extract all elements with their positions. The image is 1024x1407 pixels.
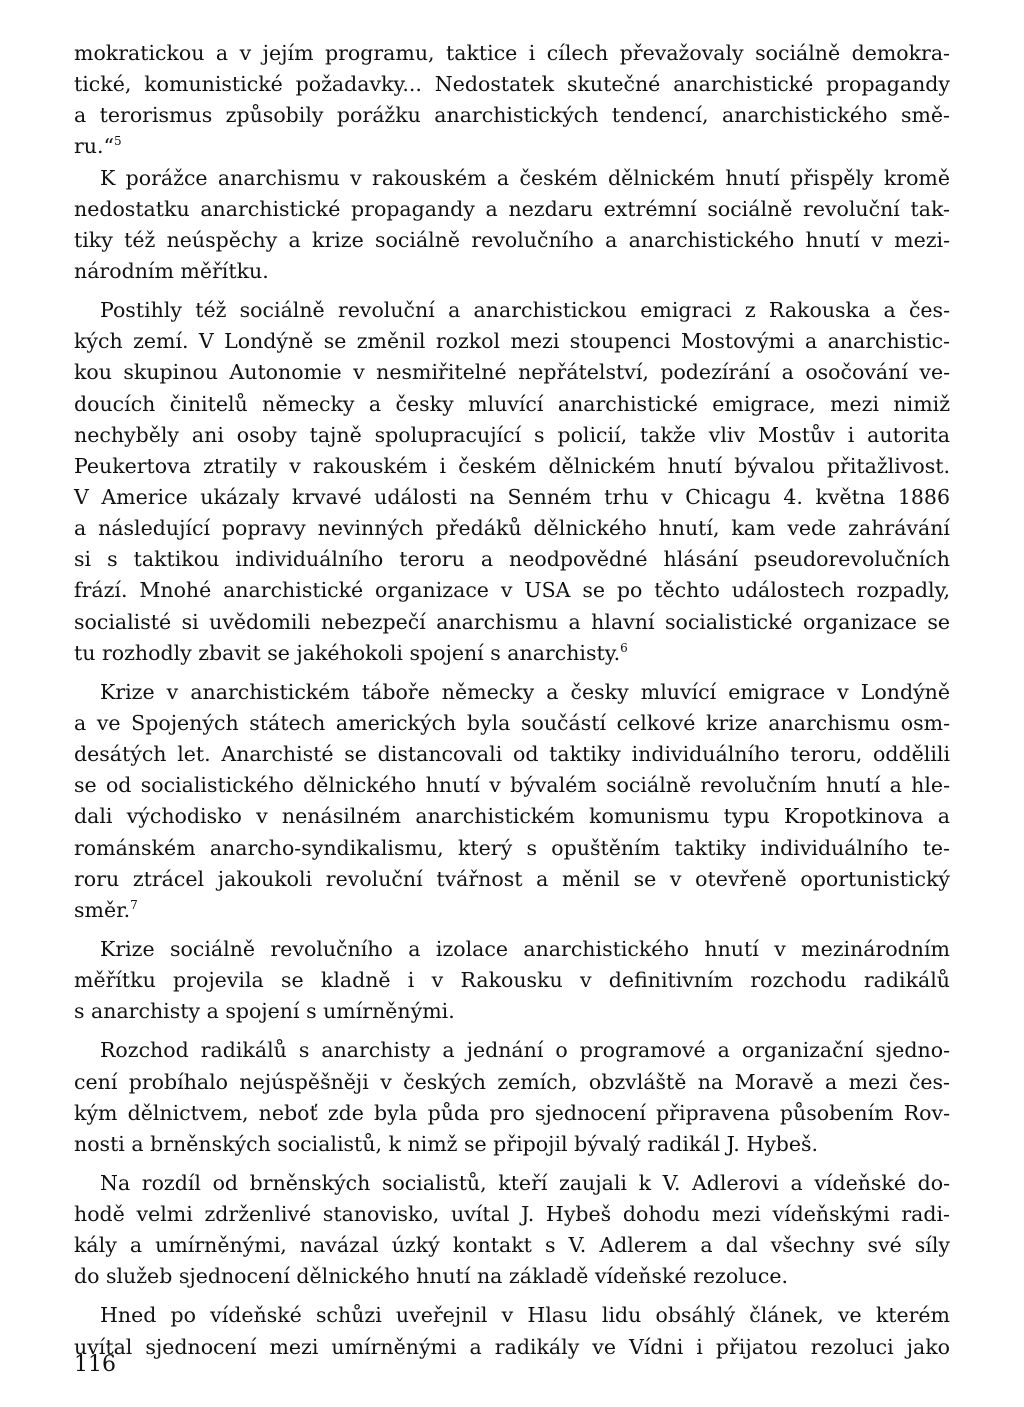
paragraph xyxy=(74,677,950,926)
text-line: Peukertova ztratily v rakouském i českém dělnickém hnutí bývalou přitažlivost. xyxy=(74,453,950,478)
text-line-end xyxy=(74,638,950,669)
text-line-end xyxy=(74,895,950,926)
text-line: mokratickou a v jejím programu, taktice i cílech převažovaly sociálně demokra- xyxy=(74,41,950,65)
text-line: Hned po vídeňské schůzi uveřejnil v Hlasu lidu obsáhlý článek, ve kterém xyxy=(100,1303,950,1328)
text-line: si s taktikou individuálního teroru a neodpovědné hlásání pseudorevolučních xyxy=(74,547,950,572)
text-line: tiky též neúspěchy a krize sociálně revolučního a anarchistického hnutí v mezi- xyxy=(74,227,950,252)
text-line: do služeb sjednocení dělnického hnutí na základě vídeňské rezoluce. xyxy=(74,1264,789,1289)
text-line: kou skupinou Autonomie v nesmiřitelné nepřátelství, podezírání a osočování ve- xyxy=(74,360,950,385)
text-line: cení probíhalo nejúspěšněji v českých zemích, obzvláště na Moravě a mezi čes- xyxy=(74,1069,950,1094)
paragraph xyxy=(74,163,950,288)
footnote-marker: 5 xyxy=(114,134,122,149)
text-line: kým dělnictvem, neboť zde byla půda pro sjednocení připravena působením Rov- xyxy=(74,1100,950,1125)
footnote-marker: 6 xyxy=(620,640,628,655)
text-line: frází. Mnohé anarchistické organizace v USA se po těchto událostech rozpadly, xyxy=(74,578,950,603)
paragraph-gap xyxy=(74,1027,950,1035)
paragraph xyxy=(74,1035,950,1160)
text-line: měřítku projevila se kladně i v Rakousku v definitivním rozchodu radikálů xyxy=(74,968,950,993)
text-line: Rozchod radikálů s anarchisty a jednání o programové a organizační sjedno- xyxy=(100,1038,950,1063)
text-line: hodě velmi zdrženlivé stanovisko, uvítal J. Hybeš dohodu mezi vídeňskými radi- xyxy=(74,1202,950,1227)
paragraph xyxy=(74,934,950,1027)
text-line: tické, komunistické požadavky... Nedostatek skutečné anarchistické propagandy xyxy=(74,72,950,97)
paragraph-gap xyxy=(74,1292,950,1300)
text-line: se od socialistického dělnického hnutí v bývalém sociálně revolučním hnutí a hle- xyxy=(74,773,950,798)
text-line: Postihly též sociálně revoluční a anarchistickou emigraci z Rakouska a čes- xyxy=(100,298,950,323)
text-fragment: směr. xyxy=(74,897,131,922)
footnote-marker: 7 xyxy=(130,897,138,912)
text-line: doucích činitelů německy a česky mluvící anarchistické emigrace, mezi nimiž xyxy=(74,391,950,416)
paragraph xyxy=(74,1168,950,1293)
text-line: K porážce anarchismu v rakouském a českém dělnickém hnutí přispěly kromě xyxy=(100,165,950,190)
paragraph-gap xyxy=(74,669,950,677)
text-line-end xyxy=(74,131,950,162)
paragraph xyxy=(74,38,950,163)
text-line: nosti a brněnských socialistů, k nimž se připojil bývalý radikál J. Hybeš. xyxy=(74,1131,819,1156)
text-line: nedostatku anarchistické propagandy a nezdaru extrémní sociálně revoluční tak- xyxy=(74,196,950,221)
text-line: románském anarcho-syndikalismu, který s opuštěním taktiky individuálního te- xyxy=(74,835,950,860)
text-line: a následující popravy nevinných předáků dělnického hnutí, kam vede zahrávání xyxy=(74,516,950,541)
page-number: 116 xyxy=(74,1352,116,1377)
paragraph-gap xyxy=(74,1160,950,1168)
text-line: kých zemí. V Londýně se změnil rozkol mezi stoupenci Mostovými a anarchistic- xyxy=(74,329,950,354)
text-line: kály a umírněnými, navázal úzký kontakt s V. Adlerem a dal všechny své síly xyxy=(74,1233,950,1258)
text-line: a terorismus způsobily porážku anarchistických tendencí, anarchistického smě- xyxy=(74,103,950,128)
text-fragment: tu rozhodly zbavit se jakéhokoli spojení s anarchisty. xyxy=(74,640,621,665)
text-line: desátých let. Anarchisté se distancovali od taktiky individuálního teroru, oddělili xyxy=(74,742,950,767)
text-fragment: ru.“ xyxy=(74,134,114,159)
text-line: Krize sociálně revolučního a izolace anarchistického hnutí v mezinárodním xyxy=(100,936,950,961)
paragraph-gap xyxy=(74,287,950,295)
text-line: Krize v anarchistickém táboře německy a česky mluvící emigrace v Londýně xyxy=(100,679,950,704)
paragraph-gap xyxy=(74,926,950,934)
text-line: dali východisko v nenásilném anarchistickém komunismu typu Kropotkinova a xyxy=(74,804,950,829)
text-line: nechyběly ani osoby tajně spolupracující s policií, takže vliv Mostův i autorita xyxy=(74,422,950,447)
body-text xyxy=(74,38,950,1363)
text-line: socialisté si uvědomili nebezpečí anarchismu a hlavní socialistické organizace se xyxy=(74,609,950,634)
text-line: V Americe ukázaly krvavé události na Senném trhu v Chicagu 4. května 1886 xyxy=(74,484,950,509)
paragraph xyxy=(74,1300,950,1362)
text-line: roru ztrácel jakoukoli revoluční tvářnost a měnil se v otevřeně oportunistický xyxy=(74,866,950,891)
text-line: Na rozdíl od brněnských socialistů, kteří zaujali k V. Adlerovi a vídeňské do- xyxy=(100,1170,950,1195)
text-line: a ve Spojených státech amerických byla součástí celkové krize anarchismu osm- xyxy=(74,710,950,735)
text-line: uvítal sjednocení mezi umírněnými a radikály ve Vídni i přijatou rezoluci jako xyxy=(74,1334,950,1359)
paragraph xyxy=(74,295,950,669)
text-line: s anarchisty a spojení s umírněnými. xyxy=(74,999,455,1024)
text-line: národním měřítku. xyxy=(74,258,269,283)
